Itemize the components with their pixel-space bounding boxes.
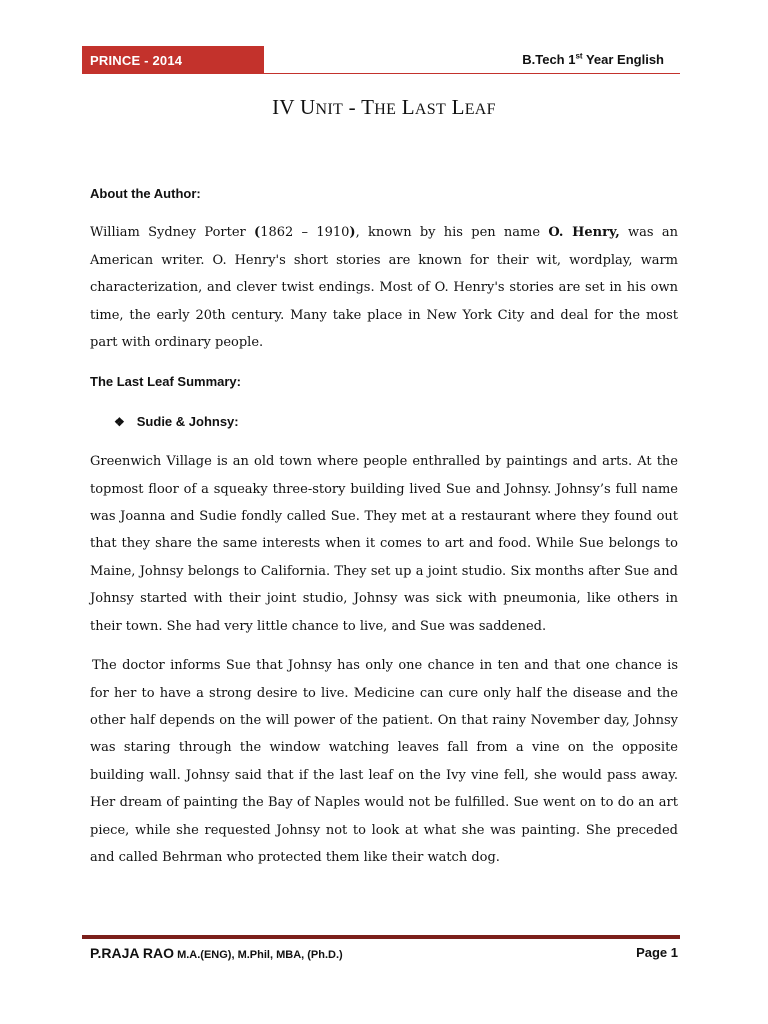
header-left-label: PRINCE - 2014 <box>90 53 183 68</box>
document-body <box>90 180 678 871</box>
summary-heading: The Last Leaf Summary: <box>90 374 241 390</box>
summary-paragraph-2: The doctor informs Sue that Johnsy has only one chance in ten and that one chance is for her to have a strong desire to live. Medicine can cure only half the disease and the other half depends on the will power of the patient. On that rainy November day, Johnsy was staring through the window watching leaves fall from a vine on the opposite building wall. Johnsy said that if the last leaf on the Ivy vine fell, she would pass away. Her dream of painting the Bay of Naples would not be fulfilled. Sue went on to do an art piece, while she requested Johnsy not to look at what she was painting. She preceded and called Behrman who protected them like their watch dog. <box>90 658 678 865</box>
about-paragraph: William Sydney Porter (1862 – 1910), known by his pen name O. Henry, was an American writer. O. Henry's short stories are known for their wit, wordplay, warm characterization, and clever twist endings. Most of O. Henry's stories are set in his own time, the early 20th century. Many take place in New York City and deal for the most part with ordinary people. <box>90 225 678 351</box>
footer-rule <box>82 935 680 939</box>
diamond-bullet-icon: ❖ <box>114 414 125 429</box>
summary-paragraph-1: Greenwich Village is an old town where people enthralled by paintings and arts. At the topmost floor of a squeaky three-story building lived Sue and Johnsy. Johnsy’s full name was Joanna and Sudie fondly called Sue. They met at a restaurant where they found out that they share the same interests when it comes to art and food. While Sue belongs to Maine, Johnsy belongs to California. They set up a joint studio. Six months after Sue and Johnsy started with their joint studio, Johnsy was sick with pneumonia, like others in their town. She had very little chance to live, and Sue was saddened. <box>90 454 678 634</box>
section-bullet: ❖ Sudie & Johnsy: <box>114 413 239 429</box>
page-title: IV UNIT - THE LAST LEAF <box>272 95 496 119</box>
footer-author: P.RAJA RAO M.A.(ENG), M.Phil, MBA, (Ph.D.) <box>90 945 343 961</box>
header-course-label: B.Tech 1st Year English <box>522 51 664 67</box>
header-rule <box>82 73 680 74</box>
page-number: Page 1 <box>636 945 678 960</box>
about-heading: About the Author: <box>90 186 201 201</box>
